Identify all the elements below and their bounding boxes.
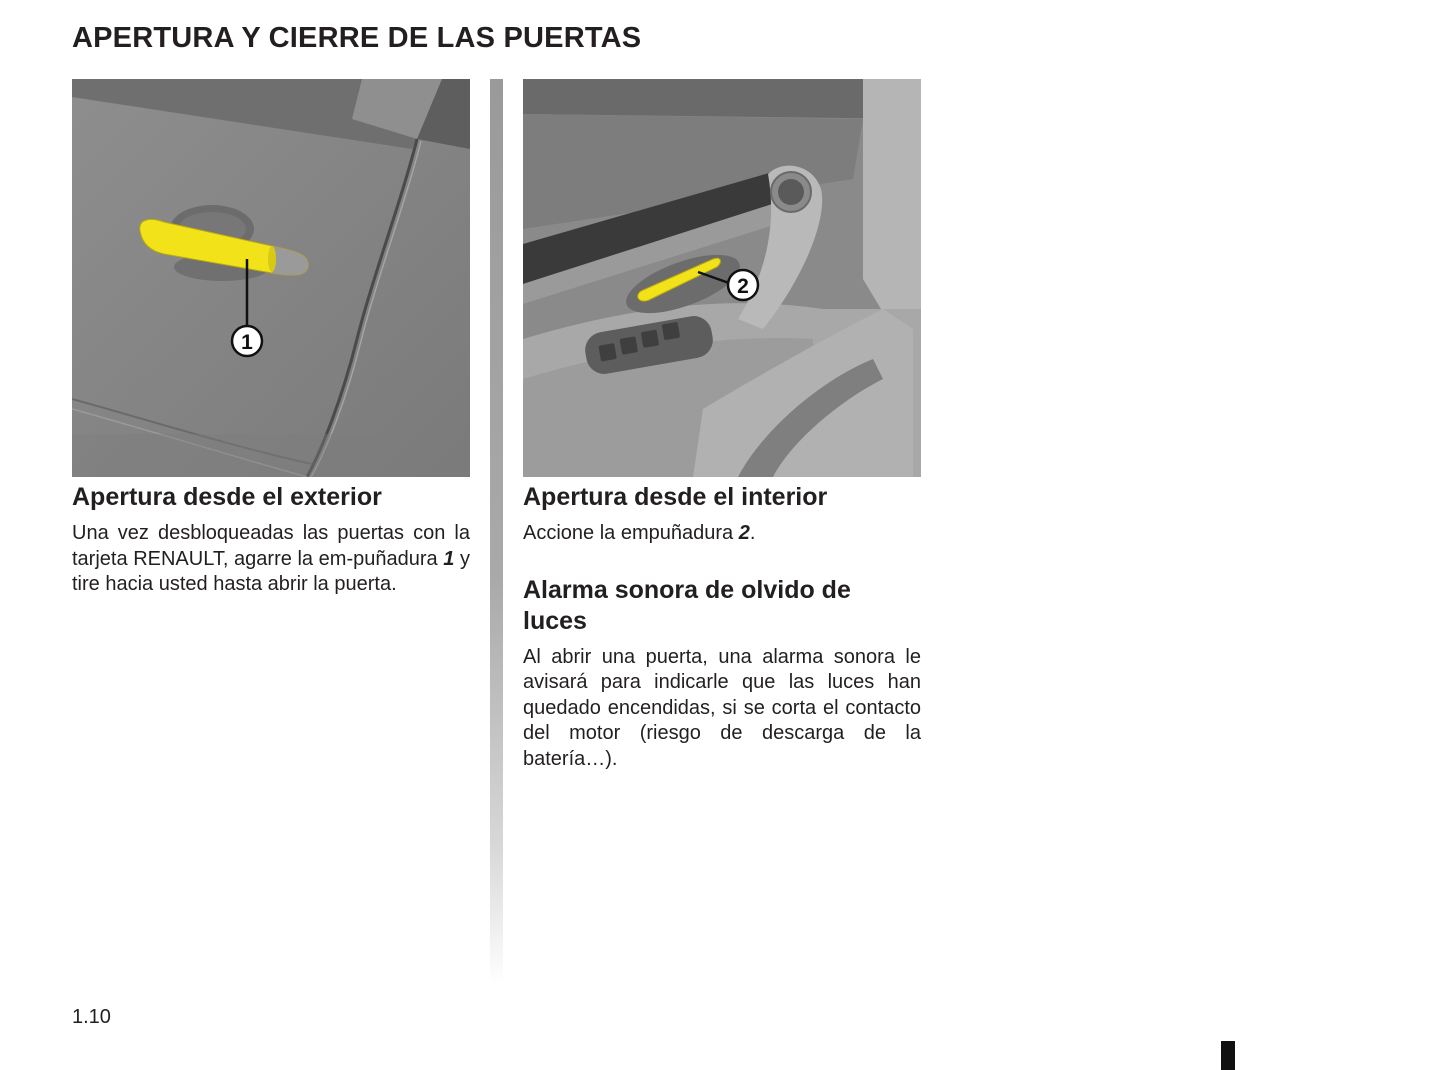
handle-reference-2: 2 <box>738 522 750 544</box>
exterior-opening-heading: Apertura desde el exterior <box>72 483 382 511</box>
page-number: 1.10 <box>72 1006 111 1028</box>
callout-1: 1 <box>241 331 253 354</box>
exterior-opening-section <box>72 482 470 598</box>
exterior-door-handle-illustration <box>72 79 470 477</box>
interior-opening-text: Accione la empuñadura 2. <box>523 522 756 544</box>
handle-reference-1: 1 <box>443 547 455 570</box>
interior-door-handle-illustration <box>523 79 921 477</box>
lights-alarm-text: Al abrir una puerta, una alarma sonora le avisará para indicarle que las luces han quedado encendidas, si se corta el contacto del motor (riesgo de descarga de la batería…). <box>523 645 921 770</box>
exterior-opening-text: Una vez desbloqueadas las puertas con la tarjeta RENAULT, agarre la em-puñadura 1 y tire hacia usted hasta abrir la puerta. <box>72 522 470 595</box>
page-title: APERTURA Y CIERRE DE LAS PUERTAS <box>72 22 642 54</box>
page-edge-marker <box>1221 1041 1235 1070</box>
callout-2: 2 <box>737 275 749 298</box>
lights-alarm-heading: Alarma sonora de olvido de luces <box>523 575 851 635</box>
column-divider <box>490 79 503 984</box>
interior-opening-heading: Apertura desde el interior <box>523 483 828 511</box>
interior-opening-section <box>523 482 921 772</box>
